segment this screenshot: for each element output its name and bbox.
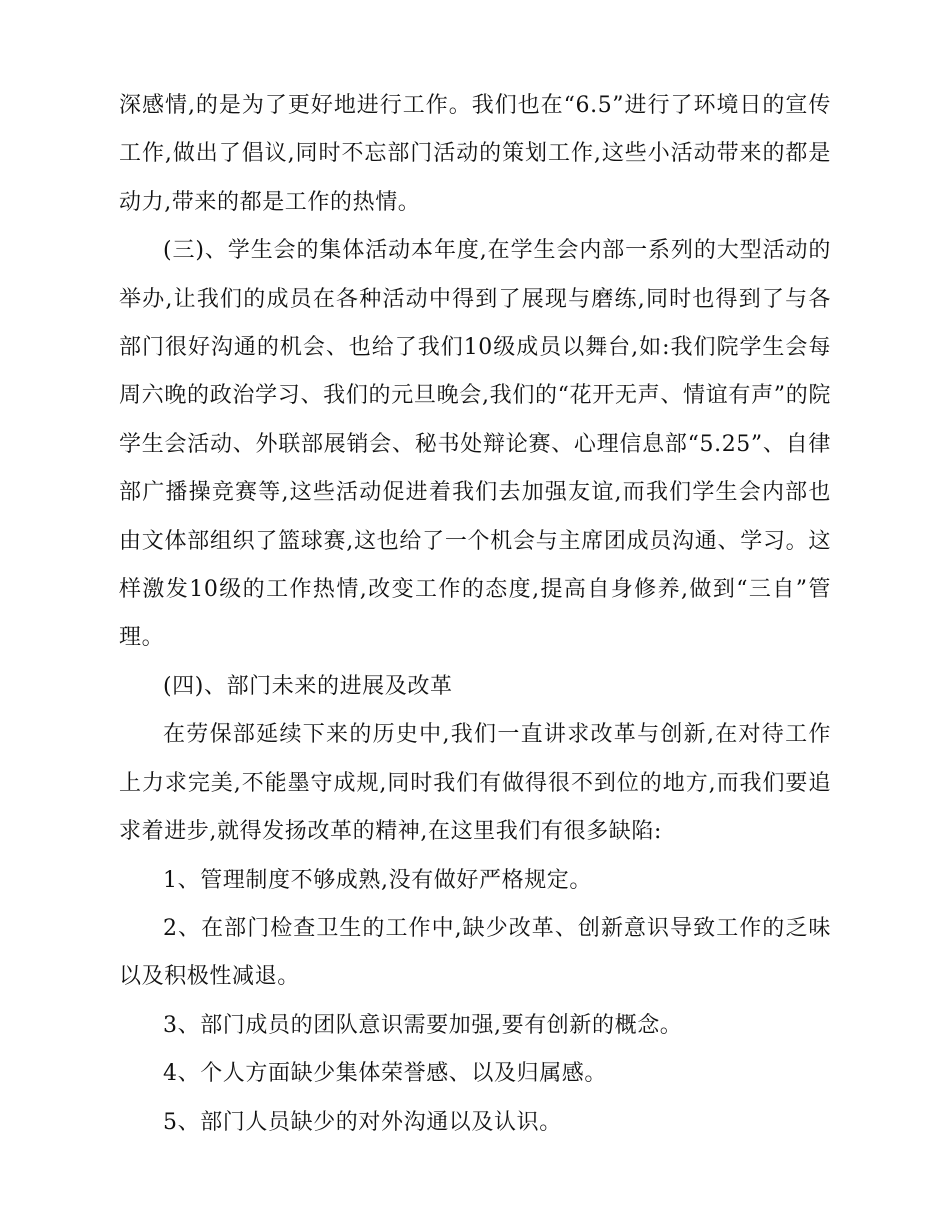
section-heading-future-reform: (四)、部门未来的进展及改革 <box>163 673 453 699</box>
paragraph-reform-intro: 在劳保部延续下来的历史中,我们一直讲求改革与创新,在对待工作上力求完美,不能墨守成规,同时我们有做得很不到位的地方,而我们要追求着进步,就得发扬改革的精神,在这里我们有很多缺陷: <box>119 722 831 845</box>
document-body <box>119 82 831 1147</box>
list-item-5: 5、部门人员缺少的对外沟通以及认识。 <box>163 1109 562 1135</box>
list-item-4: 4、个人方面缺少集体荣誉感、以及归属感。 <box>163 1061 607 1087</box>
paragraph-collective-activities: (三)、学生会的集体活动本年度,在学生会内部一系列的大型活动的举办,让我们的成员在各种活动中得到了展现与磨练,同时也得到了与各部门很好沟通的机会、也给了我们10级成员以舞台,如:我们院学生会每周六晚的政治学习、我们的元旦晚会,我们的“花开无声、情谊有声”的院学生会活动、外联部展销会、秘书处辩论赛、心理信息部“5.25”、自律部广播操竞赛等,这些活动促进着我们去加强友谊,而我们学生会内部也由文体部组织了篮球赛,这也给了一个机会与主席团成员沟通、学习。这样激发10级的工作热情,改变工作的态度,提高自身修养,做到“三自”管理。 <box>119 238 831 651</box>
list-item-1: 1、管理制度不够成熟,没有做好严格规定。 <box>163 867 592 893</box>
paragraph-continuation: 深感情,的是为了更好地进行工作。我们也在“6.5”进行了环境日的宣传工作,做出了倡议,同时不忘部门活动的策划工作,这些小活动带来的都是动力,带来的都是工作的热情。 <box>119 93 831 215</box>
list-item-2: 2、在部门检查卫生的工作中,缺少改革、创新意识导致工作的乏味以及积极性减退。 <box>119 915 831 990</box>
list-item-3: 3、部门成员的团队意识需要加强,要有创新的概念。 <box>163 1012 683 1038</box>
